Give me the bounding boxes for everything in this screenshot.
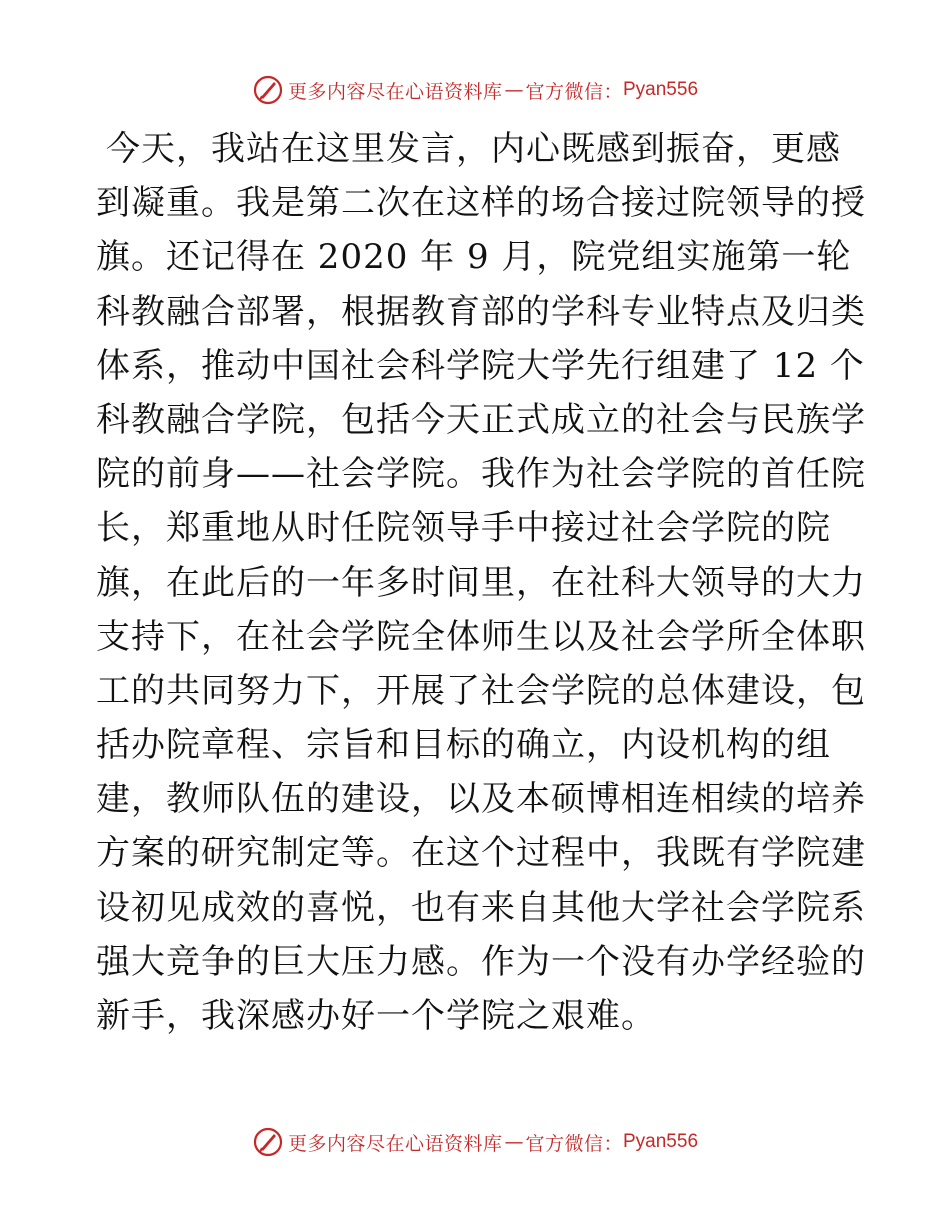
watermark-separator: — [504, 1131, 524, 1153]
watermark-contact-id: Pyan556 [623, 1131, 699, 1152]
article-line: 今天，我站在这里发言，内心既感到振奋，更感 [106, 129, 841, 169]
article-body [96, 122, 866, 1043]
article-line: 科教融合学院，包括今天正式成立的社会与民族学 [96, 399, 866, 440]
article-line: 旗，在此后的一年多时间里，在社科大领导的大力 [96, 562, 866, 603]
watermark-contact-id: Pyan556 [623, 79, 699, 100]
article-line: 工的共同努力下，开展了社会学院的总体建设，包 [96, 670, 866, 711]
article-line: 方案的研究制定等。在这个过程中，我既有学院建 [96, 833, 866, 874]
quill-logo-icon [252, 74, 284, 106]
watermark-contact-label: 官方微信： [525, 1132, 623, 1155]
article-line: 设初见成效的喜悦，也有来自其他大学社会学院系 [96, 887, 866, 928]
article-line: 长，郑重地从时任院领导手中接过社会学院的院 [96, 508, 831, 549]
watermark-contact-label: 官方微信： [525, 80, 623, 103]
article-line: 括办院章程、宗旨和目标的确立，内设机构的组 [96, 725, 831, 766]
header-watermark [0, 70, 950, 110]
article-line: 强大竞争的巨大压力感。作为一个没有办学经验的 [96, 941, 866, 982]
article-line: 院的前身——社会学院。我作为社会学院的首任院 [96, 454, 866, 495]
article-line: 科教融合部署，根据教育部的学科专业特点及归类 [96, 291, 866, 332]
article-line: 支持下，在社会学院全体师生以及社会学所全体职 [96, 616, 866, 657]
article-line: 到凝重。我是第二次在这样的场合接过院领导的授 [96, 183, 866, 224]
article-line: 体系，推动中国社会科学院大学先行组建了 12 个 [96, 345, 865, 386]
watermark-title: 更多内容尽在心语资料库 [287, 1132, 503, 1155]
article-line: 旗。还记得在 2020 年 9 月，院党组实施第一轮 [96, 237, 852, 278]
footer-watermark [0, 1122, 950, 1162]
watermark-title: 更多内容尽在心语资料库 [287, 80, 503, 103]
watermark-separator: — [504, 79, 524, 101]
article-line: 建，教师队伍的建设，以及本硕博相连相续的培养 [96, 779, 866, 820]
quill-logo-icon [252, 1126, 284, 1158]
article-line: 新手，我深感办好一个学院之艰难。 [96, 996, 656, 1036]
